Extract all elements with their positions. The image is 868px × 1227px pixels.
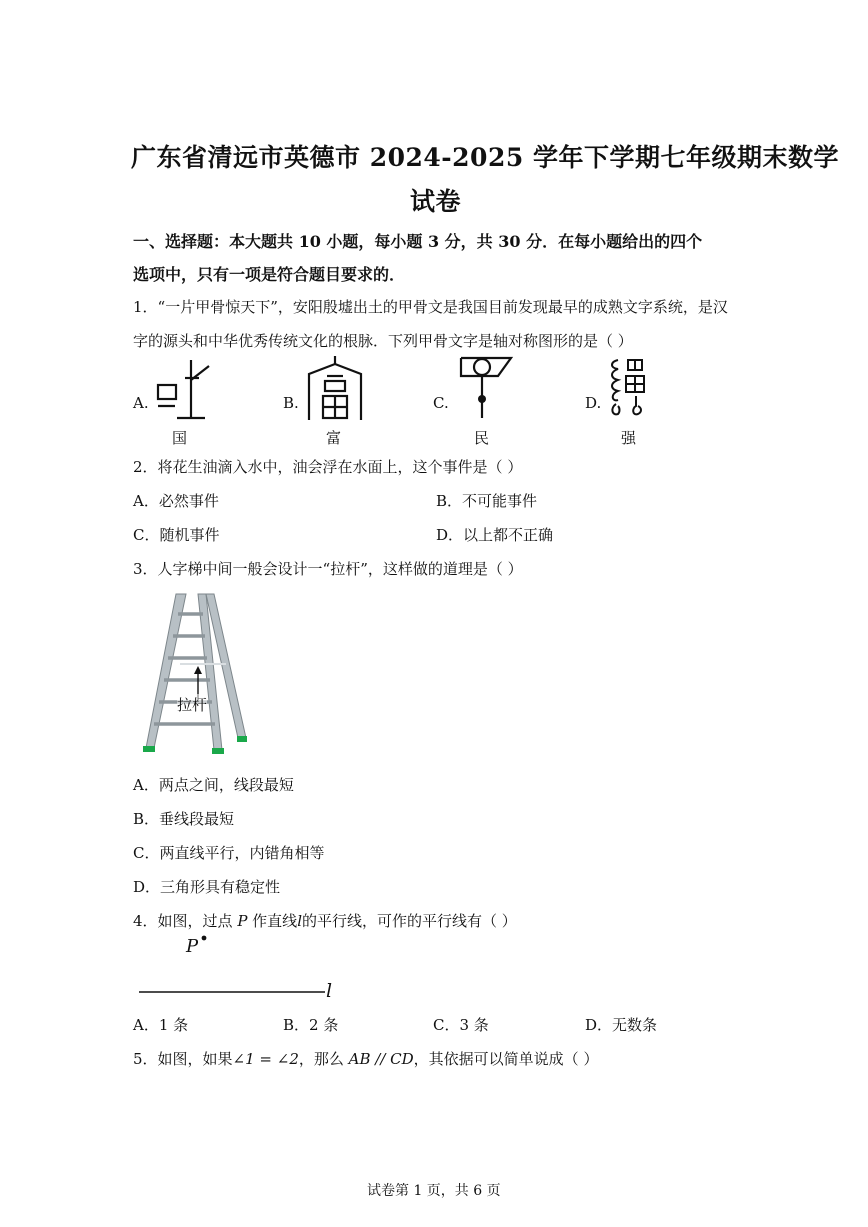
question-1-stem-line2: 字的源头和中华优秀传统文化的根脉．下列甲骨文字是轴对称图形的是（ ） [133,332,633,350]
q5-stem-mid: ，那么 [298,1050,349,1068]
q4-stem-point: P [237,912,248,930]
q2-option-d: D．以上都不正确 [436,526,554,544]
q4-option-c: C．3 条 [433,1016,489,1034]
q4-option-d: D．无数条 [585,1016,658,1034]
q4-stem-line: l [297,912,302,930]
oracle-glyph-qiang-icon [608,356,650,420]
question-4-stem [133,910,517,931]
q5-stem-condition: ∠1 = ∠2 [232,1050,299,1068]
question-1-stem-line1: 1．“一片甲骨惊天下”，安阳殷墟出土的甲骨文是我国目前发现最早的成熟文字系统，是汉 [133,298,728,316]
question-3-stem: 3．人字梯中间一般会设计一“拉杆”，这样做的道理是（ ） [133,560,523,578]
q1-option-d-label: D. [585,394,602,412]
q1-option-a-caption: 国 [172,429,188,447]
q5-stem-relation: AB // CD [348,1050,414,1068]
q1-option-c-caption: 民 [474,429,490,447]
q3-option-a: A．两点之间，线段最短 [133,776,294,794]
q4-stem-post: 的平行线，可作的平行线有（ ） [302,912,517,930]
q2-option-b: B．不可能事件 [436,492,538,510]
page-footer: 试卷第 1 页，共 6 页 [367,1183,501,1199]
section-heading-line2: 选项中，只有一项是符合题目要求的． [133,265,406,284]
section-heading-line1: 一、选择题：本大题共 10 小题，每小题 3 分，共 30 分．在每小题给出的四个 [133,232,703,251]
page-title-line1: 广东省清远市英德市 2024-2025 学年下学期七年级期末数学 [131,143,839,172]
q2-option-c: C．随机事件 [133,526,220,544]
q1-option-a-label: A. [133,394,149,412]
oracle-glyph-min-icon [458,354,514,420]
oracle-glyph-guo-icon [155,356,215,422]
q1-option-b-label: B. [283,394,299,412]
q3-option-c: C．两直线平行，内错角相等 [133,844,325,862]
q2-option-a: A．必然事件 [133,492,219,510]
figure-point-p-label: P [186,936,199,957]
q1-option-c-label: C. [433,394,449,412]
step-ladder-image [140,588,252,756]
q1-option-b-caption: 富 [326,429,342,447]
point-p-dot [200,934,208,942]
q5-stem-pre: 5．如图，如果 [133,1050,233,1068]
q4-stem-mid: 作直线 [247,912,298,930]
q5-stem-post: ，其依据可以简单说成（ ） [413,1050,599,1068]
figure-line-l-label: l [326,980,333,1002]
oracle-glyph-fu-icon [306,354,364,422]
line-l [139,990,325,994]
q4-option-a: A．1 条 [133,1016,189,1034]
q1-option-d-caption: 强 [621,429,637,447]
q4-option-b: B．2 条 [283,1016,339,1034]
q4-stem-pre: 4．如图，过点 [133,912,238,930]
question-2-stem: 2．将花生油滴入水中，油会浮在水面上，这个事件是（ ） [133,458,523,476]
q3-option-d: D．三角形具有稳定性 [133,878,281,896]
ladder-brace-label: 拉杆 [177,696,208,714]
page-title-line2: 试卷 [410,187,462,216]
question-5-stem [133,1048,598,1069]
q3-option-b: B．垂线段最短 [133,810,235,828]
